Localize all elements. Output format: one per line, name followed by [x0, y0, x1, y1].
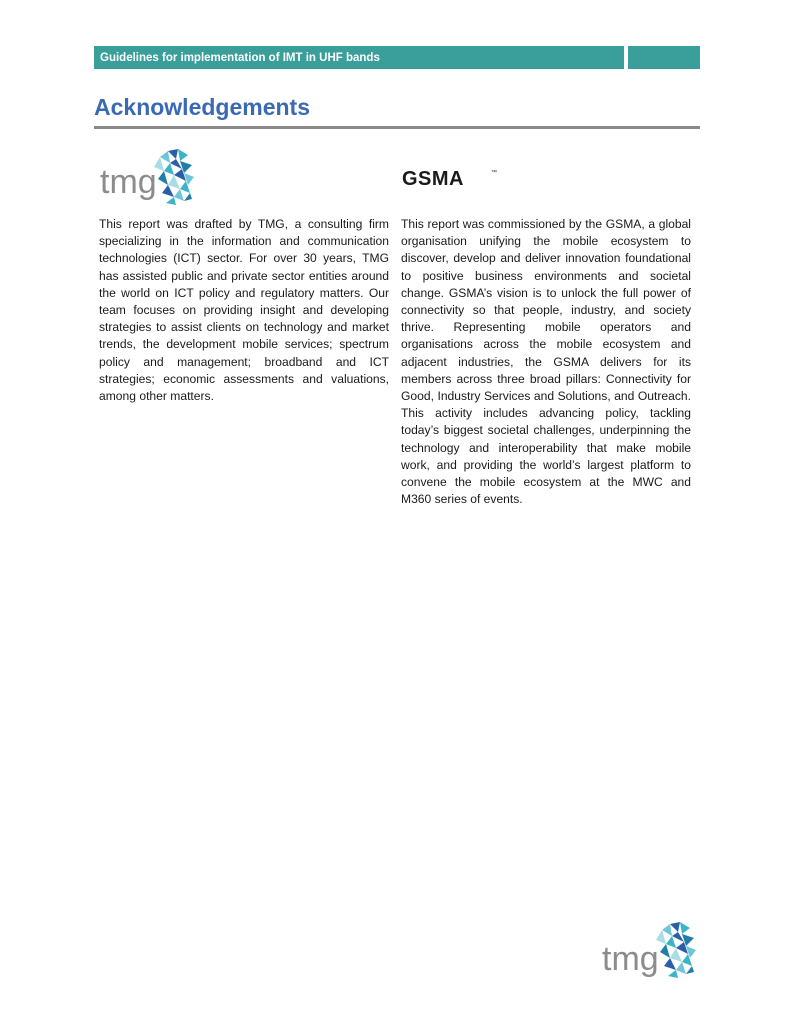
- tmg-globe-icon: [154, 149, 194, 205]
- tmg-paragraph: This report was drafted by TMG, a consulting firm specializing in the information and communication technologies (ICT) sector. For over 30 years, TMG has assisted public and private sector entities around the world on ICT policy and regulatory matters. Our team focuses on providing insight and developing strategies to assist clients on technology and market trends, the development mobile services; spectrum policy and management; broadband and ICT strategies; economic assessments and valuations, among other matters.: [99, 217, 389, 404]
- title-divider: [94, 126, 700, 129]
- page-title: Acknowledgements: [94, 94, 310, 120]
- tmg-logo-text: tmg: [100, 163, 157, 201]
- gsma-logo: [402, 166, 502, 190]
- gsma-trademark: ™: [491, 170, 497, 176]
- running-header-accent: [628, 46, 700, 69]
- running-header-bar: [94, 46, 624, 69]
- tmg-footer-logo: [600, 916, 700, 982]
- gsma-paragraph: This report was commissioned by the GSMA, a global organisation unifying the mobile ecosystem to discover, develop and deliver innovation foundational to positive business environments and societal change. GSMA’s vision is to unlock the full power of connectivity so that people, industry, and society thrive. Representing mobile operators and organisations across the mobile ecosystem and adjacent industries, the GSMA delivers for its members across three broad pillars: Connectivity for Good, Industry Services and Solutions, and Outreach. This activity includes advancing policy, tackling today’s biggest societal challenges, underpinning the technology and interoperability that make mobile work, and providing the world’s largest platform to convene the mobile ecosystem at the MWC and M360 series of events.: [401, 217, 691, 507]
- gsma-logo-text: GSMA: [402, 168, 464, 190]
- tmg-logo: [98, 143, 198, 209]
- running-header-title: Guidelines for implementation of IMT in UHF bands: [100, 51, 380, 64]
- tmg-footer-logo-text: tmg: [602, 940, 659, 978]
- tmg-footer-globe-icon: [656, 922, 696, 978]
